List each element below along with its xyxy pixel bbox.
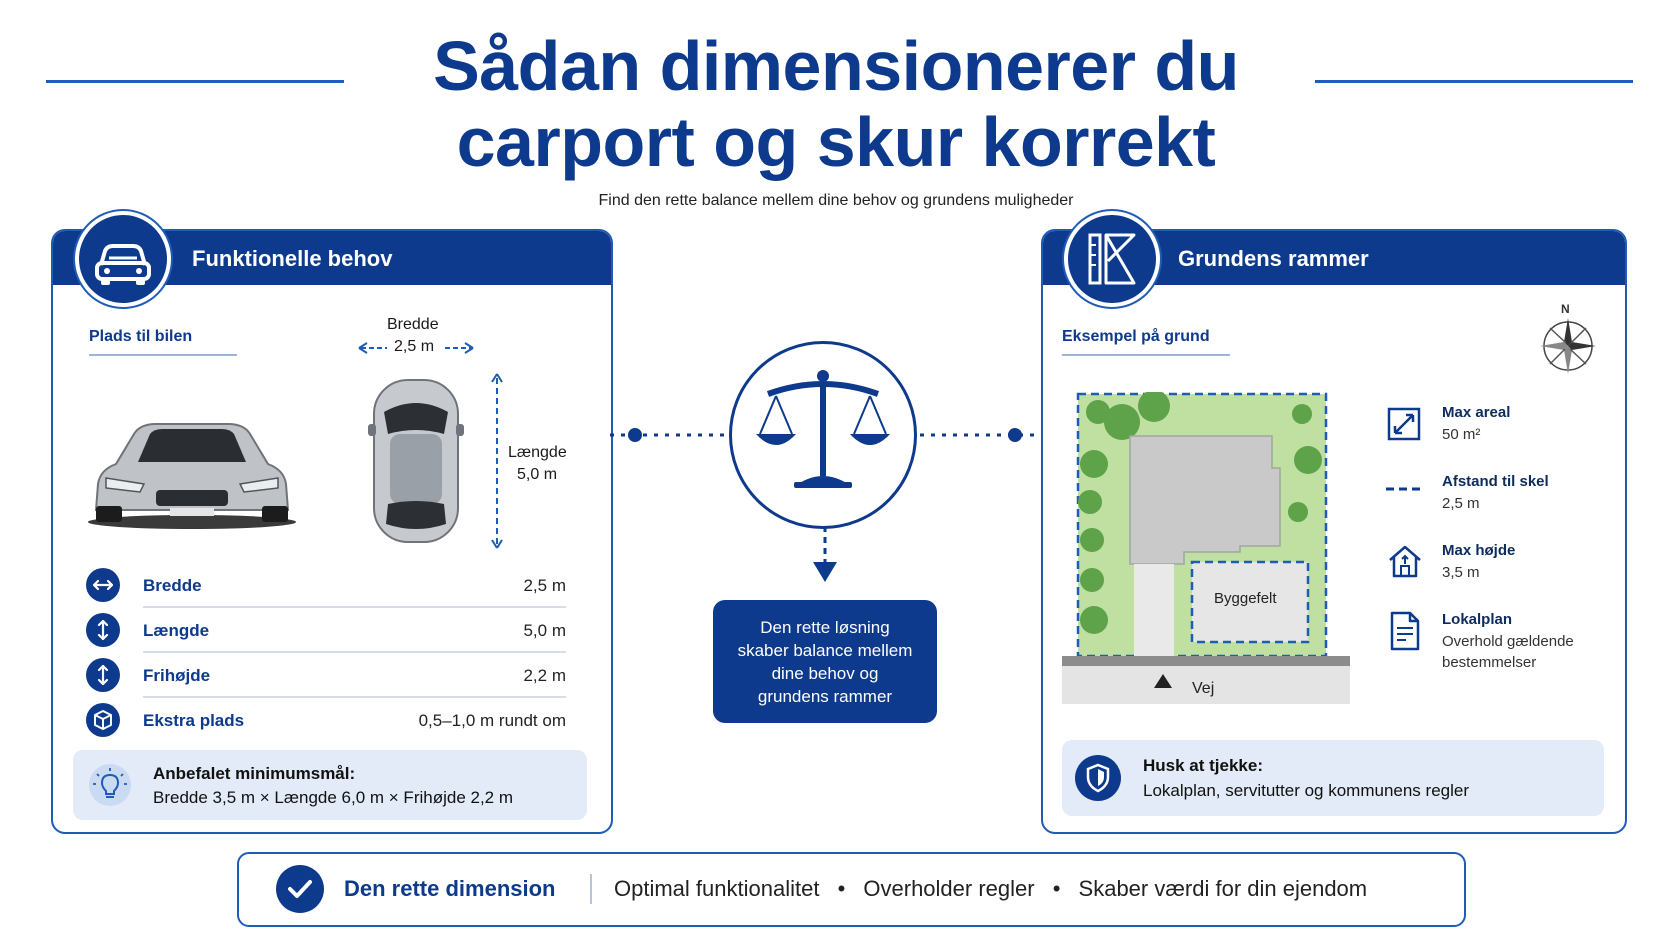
- width-arrow-icon: [357, 341, 475, 355]
- rule-boundary-distance: [1386, 473, 1606, 519]
- page-title: [0, 28, 1672, 180]
- page-title-line2: carport og skur korrekt: [456, 103, 1216, 181]
- shield-icon: [1075, 755, 1121, 801]
- functional-needs-panel: [51, 229, 613, 834]
- rule-title: Max areal: [1442, 404, 1511, 421]
- width-dimension-label: Bredde: [387, 316, 439, 333]
- length-arrow-icon: [490, 372, 504, 550]
- rule-max-area: [1386, 404, 1606, 450]
- dimension-row-width: [86, 562, 566, 606]
- summary-title: Den rette dimension: [344, 876, 556, 901]
- compass-north-label: N: [1561, 302, 1570, 316]
- rule-text: 3,5 m: [1442, 564, 1480, 581]
- connector-left: [610, 428, 735, 442]
- dimension-row-clearance: [86, 652, 566, 696]
- scales-icon: [729, 341, 917, 529]
- down-arrow-icon: [810, 526, 840, 584]
- page-subtitle: Find den rette balance mellem dine behov og grundens muligheder: [598, 192, 1074, 209]
- plot-example-rule: [1062, 354, 1230, 356]
- solution-line2: skaber balance mellem: [737, 641, 913, 660]
- summary-separator: •: [837, 876, 846, 901]
- reminder-text: Lokalplan, servitutter og kommunens regler: [1143, 781, 1469, 800]
- cube-icon: [86, 703, 120, 737]
- car-front-view: [86, 412, 298, 530]
- rule-title: Lokalplan: [1442, 611, 1513, 628]
- summary-point: Skaber værdi for din ejendom: [1078, 876, 1368, 901]
- summary-point: Overholder regler: [863, 876, 1035, 901]
- recommendation-text: Bredde 3,5 m × Længde 6,0 m × Frihøjde 2,2 m: [153, 788, 514, 807]
- width-dimension-value: 2,5 m: [394, 338, 435, 355]
- rule-local-plan: [1386, 611, 1606, 677]
- dimension-label: Ekstra plads: [143, 711, 245, 730]
- lightbulb-icon: [89, 764, 131, 806]
- rule-text: Overhold gældende: [1442, 633, 1574, 650]
- summary-bar: [237, 852, 1466, 927]
- dimension-value: 2,5 m: [523, 576, 566, 595]
- recommendation-box: [73, 750, 587, 820]
- rule-text: 50 m²: [1442, 426, 1481, 443]
- plot-example-label: Eksempel på grund: [1062, 328, 1210, 345]
- diagonal-resize-icon: [1386, 406, 1422, 442]
- document-icon: [1388, 611, 1422, 651]
- recommendation-title: Anbefalet minimumsmål:: [153, 764, 356, 783]
- dimension-value: 2,2 m: [523, 666, 566, 685]
- solution-line3: dine behov og: [771, 664, 879, 683]
- summary-points: [614, 876, 1367, 902]
- ruler-triangle-icon: [1064, 211, 1160, 307]
- summary-separator: •: [1052, 876, 1061, 901]
- dimension-value: 5,0 m: [523, 621, 566, 640]
- house-icon: [1386, 542, 1424, 580]
- dimension-label: Frihøjde: [143, 666, 211, 685]
- plot-frame-title: Grundens rammer: [1178, 246, 1369, 271]
- road-label: Vej: [1192, 680, 1215, 697]
- functional-needs-title: Funktionelle behov: [192, 246, 393, 271]
- building-field-label: Byggefelt: [1214, 590, 1277, 607]
- summary-divider: [590, 874, 592, 904]
- car-front-icon: [75, 211, 171, 307]
- dimension-row-extra-space: [86, 697, 566, 741]
- rule-text: 2,5 m: [1442, 495, 1480, 512]
- dimension-row-length: [86, 607, 566, 651]
- solution-line4: grundens rammer: [757, 687, 893, 706]
- solution-line1: Den rette løsning: [760, 618, 890, 637]
- rule-text-continued: bestemmelser: [1442, 654, 1537, 671]
- dashed-line-icon: [1386, 485, 1424, 493]
- solution-box: [713, 600, 937, 723]
- dimension-label: Bredde: [143, 576, 202, 595]
- compass-icon: [1538, 316, 1598, 376]
- car-top-view: [368, 372, 464, 550]
- rule-max-height: [1386, 542, 1606, 588]
- site-plan-map: [1062, 392, 1350, 704]
- length-dimension-value: 5,0 m: [517, 466, 558, 483]
- length-dimension-label: Længde: [508, 444, 567, 461]
- summary-point: Optimal funktionalitet: [614, 876, 820, 901]
- vertical-arrows-icon: [86, 658, 120, 692]
- connector-right: [920, 428, 1038, 442]
- dimension-label: Længde: [143, 621, 210, 640]
- dimension-value: 0,5–1,0 m rundt om: [418, 711, 566, 730]
- reminder-box: [1062, 740, 1604, 816]
- reminder-title: Husk at tjekke:: [1143, 756, 1263, 775]
- page-title-line1: Sådan dimensionerer du: [433, 27, 1239, 105]
- horizontal-arrows-icon: [86, 568, 120, 602]
- rule-title: Afstand til skel: [1442, 473, 1549, 490]
- rule-title: Max højde: [1442, 542, 1516, 559]
- car-space-label: Plads til bilen: [89, 328, 193, 345]
- vertical-arrows-icon: [86, 613, 120, 647]
- car-space-rule: [89, 354, 237, 356]
- checkmark-icon: [276, 865, 324, 913]
